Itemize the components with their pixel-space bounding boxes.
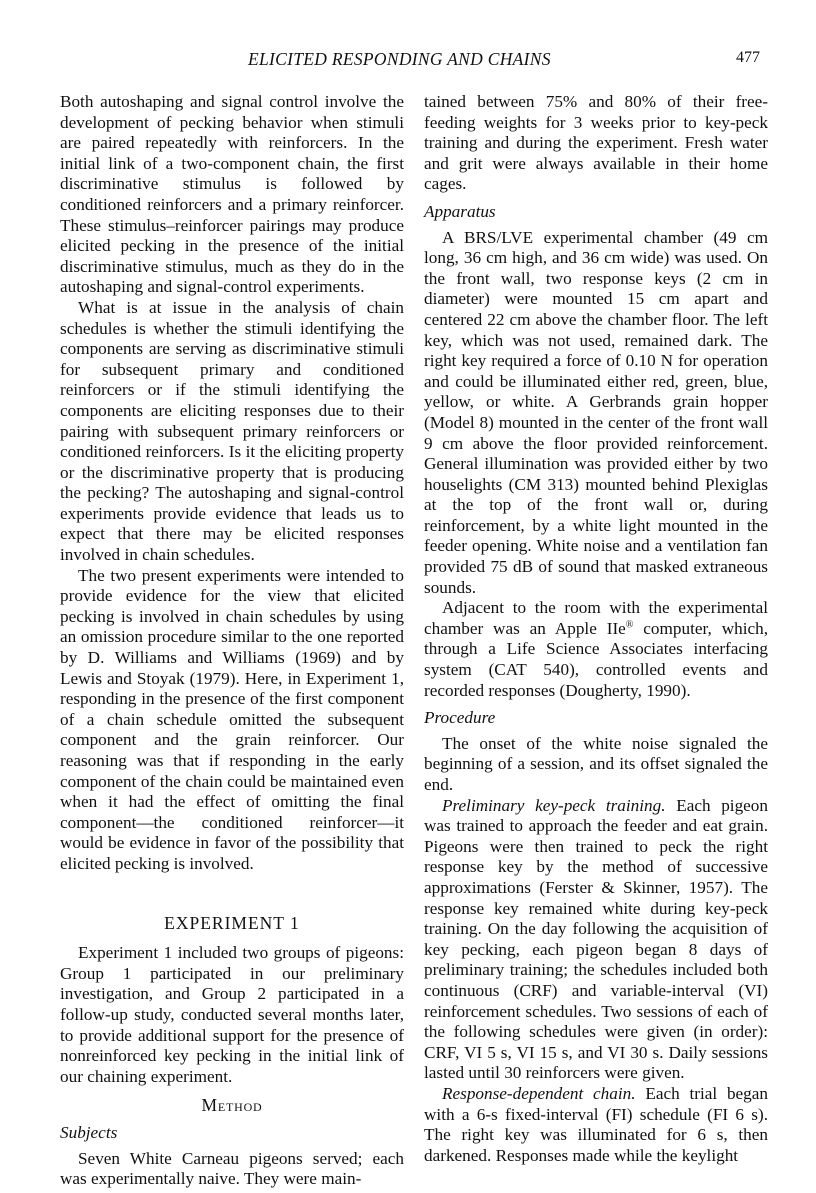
section-heading-experiment-1: EXPERIMENT 1 [164, 912, 300, 933]
procedure-heading: Procedure [424, 708, 496, 728]
paragraph: Seven White Carneau pigeons served; each was experimentally naive. They were main- [60, 1148, 404, 1189]
paragraph: What is at issue in the analysis of chain schedules is whether the stimuli identifying the components are serving as discriminative stimuli for subsequent primary and conditioned reinforcers or if the stimuli identifying the components are eliciting responses due to their pairing with subsequent primary reinforcers or conditioned reinforcers. Is it the eliciting property or the discriminative property that is producing the pecking? The autoshaping and signal-control experiments provide evidence that leads us to expect that there may be elicited responses involved in chain schedules. [60, 297, 404, 565]
paragraph: tained between 75% and 80% of their free-feeding weights for 3 weeks prior to key-peck training and during the experiment. Fresh water and grit were always available in their home cages. [424, 92, 768, 194]
right-column [424, 92, 768, 1166]
paragraph: Experiment 1 included two groups of pigeons: Group 1 participated in our preliminary investigation, and Group 2 participated in a follow-up study, conducted several months later, to provide additional support for the presence of nonreinforced key pecking in the initial link of our chaining experiment. [60, 943, 404, 1086]
subjects-heading: Subjects [60, 1122, 118, 1142]
run-in-heading: Preliminary key-peck training. [442, 795, 666, 815]
paragraph-text: computer, which, through a Life Science Associates interfacing system (CAT 540), controlled events and recorded responses (Dougherty, 1990). [424, 618, 768, 700]
paragraph: The onset of the white noise signaled the beginning of a session, and its offset signaled the end. [424, 733, 768, 794]
method-heading: Method [201, 1095, 263, 1116]
page-number: 477 [736, 49, 760, 66]
run-in-heading: Response-dependent chain. [442, 1083, 636, 1103]
paragraph: Both autoshaping and signal control involve the development of pecking behavior when stimuli are paired repeatedly with reinforcers. In the initial link of a two-component chain, the first discriminative stimulus is followed by conditioned reinforcers and a primary reinforcer. These stimulus–reinforcer pairings may produce elicited pecking in the presence of the initial discriminative stimulus, much as they do in the autoshaping and signal-control experiments. [60, 92, 404, 297]
page-header [0, 49, 816, 75]
paragraph: The two present experiments were intended to provide evidence for the view that elicited pecking is involved in chain schedules by using an omission procedure similar to the one reported by D. Williams and Williams (1969) and by Lewis and Stoyak (1979). Here, in Experiment 1, responding in the presence of the first component of a chain schedule omitted the subsequent component and the grain reinforcer. Our reasoning was that if responding in the early component of the chain could be maintained even when it had the effect of omitting the final component—the conditioned reinforcer—it would be evidence in favor of the possibility that elicited pecking is involved. [60, 565, 404, 873]
apparatus-heading: Apparatus [424, 201, 496, 221]
registered-mark: ® [625, 619, 634, 631]
paragraph [424, 796, 768, 1084]
paragraph [424, 598, 768, 701]
paragraph-text: Adjacent to the room with the experimental chamber was an Apple IIe [424, 598, 768, 638]
left-column [60, 92, 404, 1190]
paragraph [424, 1084, 768, 1166]
paragraph: A BRS/LVE experimental chamber (49 cm long, 36 cm high, and 36 cm wide) was used. On the front wall, two response keys (2 cm in diameter) were mounted 15 cm apart and centered 22 cm above the chamber floor. The left key, which was not used, remained dark. The right key required a force of 0.10 N for operation and could be illuminated either red, green, blue, yellow, or white. A Gerbrands grain hopper (Model 8) mounted in the center of the front wall 9 cm above the floor provided reinforcement. General illumination was provided either by two houselights (CM 313) mounted behind Plexiglas at the top of the front wall or, during reinforcement, by a white light mounted in the feeder opening. White noise and a ventilation fan provided 75 dB of sound that masked extraneous sounds. [424, 227, 768, 597]
paragraph-text: Each pigeon was trained to approach the feeder and eat grain. Pigeons were then trained to peck the right response key by the method of successive approximations (Ferster & Skinner, 1957). The response key remained white during key-peck training. On the day following the acquisition of key pecking, each pigeon began 8 days of preliminary training; the schedules included both continuous (CRF) and variable-interval (VI) reinforcement schedules. Two sessions of each of the following schedules were given (in order): CRF, VI 5 s, VI 15 s, and VI 30 s. Daily sessions lasted until 30 reinforcers were given. [424, 795, 768, 1083]
paragraph-text: Each trial began with a 6-s fixed-interval (FI) schedule (FI 6 s). The right key was illuminated for 6 s, then darkened. Responses made while the keylight [424, 1083, 768, 1165]
running-title: ELICITED RESPONDING AND CHAINS [248, 49, 551, 69]
